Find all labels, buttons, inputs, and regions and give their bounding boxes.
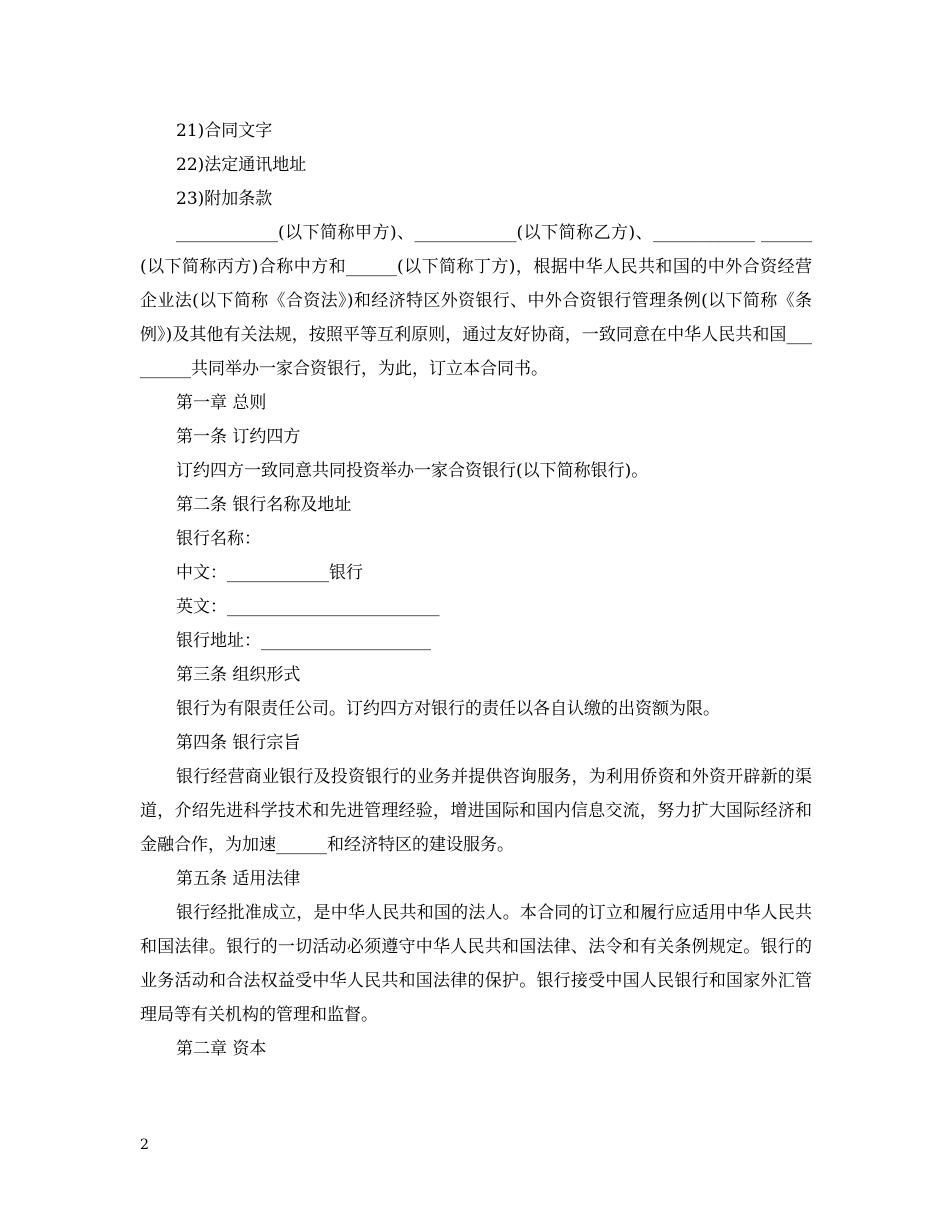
bank-name-label: 银行名称：: [176, 529, 261, 549]
article-heading-parties: 第一条 订约四方: [176, 427, 301, 447]
bank-address-field: 银行地址：____________________: [176, 631, 431, 651]
article-body-purpose: 银行经营商业银行及投资银行的业务并提供咨询服务，为利用侨资和外资开辟新的渠道，介绍先进科学技术和先进管理经验，增进国际和国内信息交流，努力扩大国际经济和金融合作，为加速______和经济特区的建设服务。: [140, 767, 812, 855]
document-body: [140, 114, 812, 1066]
article-heading-purpose: 第四条 银行宗旨: [176, 733, 301, 753]
article-body-law: 银行经批准成立，是中华人民共和国的法人。本合同的订立和履行应适用中华人民共和国法律。银行的一切活动必须遵守中华人民共和国法律、法令和有关条例规定。银行的业务活动和合法权益受中华人民共和国法律的保护。银行接受中国人民银行和国家外汇管理局等有关机构的管理和监督。: [140, 903, 812, 1025]
chapter-heading-capital: 第二章 资本: [176, 1039, 267, 1059]
chapter-heading-general: 第一章 总则: [176, 393, 267, 413]
article-heading-organization: 第三条 组织形式: [176, 665, 301, 685]
article-heading-bank-name: 第二条 银行名称及地址: [176, 495, 352, 515]
clause-item-22: 22)法定通讯地址: [176, 155, 307, 175]
article-body-parties: 订约四方一致同意共同投资举办一家合资银行(以下简称银行)。: [176, 461, 649, 481]
clause-item-21: 21)合同文字: [176, 121, 273, 141]
bank-name-chinese-field: 中文：____________银行: [176, 563, 363, 583]
page-number: 2: [140, 1137, 149, 1153]
article-heading-law: 第五条 适用法律: [176, 869, 301, 889]
bank-name-english-field: 英文：_________________________: [176, 597, 440, 617]
contract-preamble: ____________(以下简称甲方)、____________(以下简称乙方)、____________ ______(以下简称丙方)合称中方和______(以下简称丁方)，根据中华人民共和国的中外合资经营企业法(以下简称《合资法》)和经济特区外资银行、中外合资银行管理条例(以下简称《条例》)及其他有关法规，按照平等互利原则，通过友好协商，一致同意在中华人民共和国_________共同举办一家合资银行，为此，订立本合同书。: [140, 223, 812, 379]
article-body-organization: 银行为有限责任公司。订约四方对银行的责任以各自认缴的出资额为限。: [176, 699, 720, 719]
clause-item-23: 23)附加条款: [176, 189, 273, 209]
